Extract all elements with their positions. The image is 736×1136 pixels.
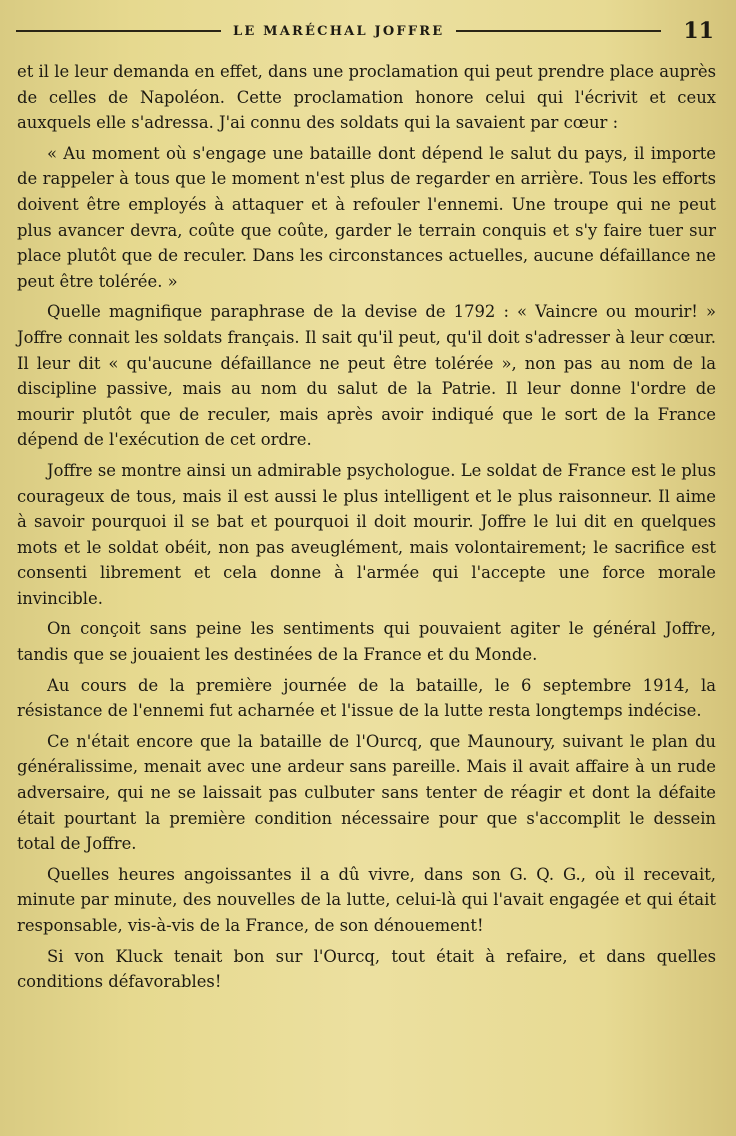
paragraph: Quelles heures angoissantes il a dû vivre, dans son G. Q. G., où il recevait, minute par minute, des nouvelles de la lutte, celui-là qui l'avait engagée et qui était responsable, vis-à-vis de la France, de son dénouement! [17, 864, 716, 935]
paragraph: Si von Kluck tenait bon sur l'Ourcq, tout était à refaire, et dans quelles conditions défavorables! [17, 946, 716, 992]
paragraph: Ce n'était encore que la bataille de l'Ourcq, que Maunoury, suivant le plan du généralissime, menait avec une ardeur sans pareille. Mais il avait affaire à un rude adversaire, qui ne se laissait pas culbuter sans tenter de réagir et dont la défaite était pourtant la première condition nécessaire pour que s'accomplit le dessein total de Joffre. [17, 731, 716, 854]
running-header [16, 16, 714, 46]
page-number: 11 [683, 18, 714, 44]
header-rule-right [456, 30, 661, 32]
running-title: LE MARÉCHAL JOFFRE [232, 23, 445, 39]
paragraph: Quelle magnifique paraphrase de la devise de 1792 : « Vaincre ou mourir! » Joffre connait les soldats français. Il sait qu'il peut, qu'il doit s'adresser à leur cœur. Il leur dit « qu'aucune défaillance ne peut être tolérée », non pas au nom de la discipline passive, mais au nom du salut de la Patrie. Il leur donne l'ordre de mourir plutôt que de reculer, mais après avoir indiqué que le sort de la France dépend de l'exécution de cet ordre. [17, 302, 716, 450]
header-rule-left [16, 30, 221, 32]
paragraph: On conçoit sans peine les sentiments qui pouvaient agiter le général Joffre, tandis que se jouaient les destinées de la France et du Monde. [17, 619, 716, 665]
page-body [17, 59, 716, 1000]
paragraph: Joffre se montre ainsi un admirable psychologue. Le soldat de France est le plus courageux de tous, mais il est aussi le plus intelligent et le plus raisonneur. Il aime à savoir pourquoi il se bat et pourquoi il doit mourir. Joffre le lui dit en quelques mots et le soldat obéit, non pas aveuglément, mais volontairement; le sacrifice est consenti librement et cela donne à l'armée qui l'accepte une force morale invincible. [17, 460, 716, 608]
paragraph-proclamation-quote: « Au moment où s'engage une bataille dont dépend le salut du pays, il importe de rappeler à tous que le moment n'est plus de regarder en arrière. Tous les efforts doivent être employés à attaquer et à refouler l'ennemi. Une troupe qui ne peut plus avancer devra, coûte que coûte, garder le terrain conquis et s'y faire tuer sur place plutôt que de reculer. Dans les circonstances actuelles, aucune défaillance ne peut être tolérée. » [17, 143, 716, 291]
paragraph-continuation: et il le leur demanda en effet, dans une proclamation qui peut prendre place auprès de celles de Napoléon. Cette proclamation honore celui qui l'écrivit et ceux auxquels elle s'adressa. J'ai connu des soldats qui la savaient par cœur : [17, 62, 716, 133]
paragraph: Au cours de la première journée de la bataille, le 6 septembre 1914, la résistance de l'ennemi fut acharnée et l'issue de la lutte resta longtemps indécise. [17, 675, 716, 721]
